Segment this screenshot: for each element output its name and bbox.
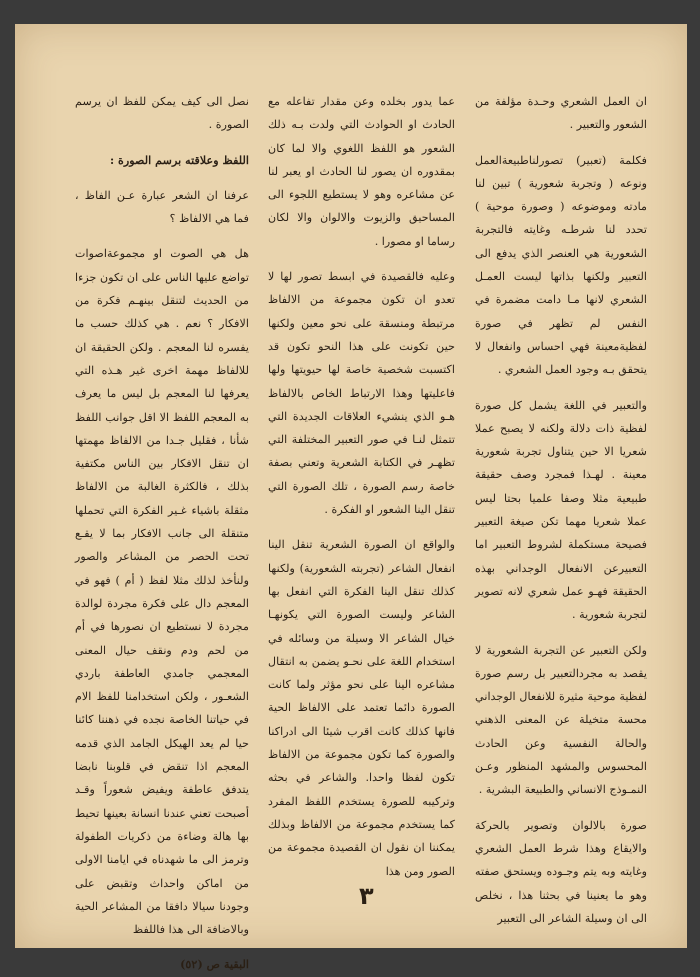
paragraph: عما يدور بخلده وعن مقدار تفاعله مع الحادث او الحوادث التي ولدت بـه ذلك الشعور هو اللفظ اللغوي والا لما كان بمقدوره ان يصور لنا الحادث او يعبر لنا عن مشاعره وهو لا يستطيع اللجوء الى المساحيق والزيوت والالوان والا لكان رساما او مصورا . bbox=[268, 95, 455, 248]
paragraph: ان العمل الشعري وحـدة مؤلفة من الشعور والتعبير . bbox=[475, 95, 647, 132]
column-left bbox=[75, 90, 249, 977]
paragraph: ولكن التعبير عن التجربة الشعورية لا يقصد به مجردالتعبير بل رسم صورة لفظية موحية مثيرة للانفعال الوجداني محسة متخيلة عن المعنى الذهني والحالة النفسية وعن الحادث المحسوس والمشهد المنظور وعـن النمـوذج الانساني والطبيعة البشرية . bbox=[475, 643, 647, 797]
paragraph: هل هي الصوت او مجموعةاصوات تواضع عليها الناس على ان تكون جزءا من الحديث لتنقل بينهـم فكرة من الافكار ؟ نعم . هي كذلك حسب ما يفسره لنا المعجم . ولكن الحقيقة ان للالفاظ مهمة اخرى غير هـذه التي يعرفها لنا المعجم بل ليس ما يعرف به المعجم اللفظ الا اقل جوانب اللفظ شأنا ، فقليل جـدا من الالفاظ مهمتها ان تنقل الافكار بين الناس مكتفية بذلك ، فالكثرة الغالبة من الالفاظ مثقلة باشياء غـير الفكرة التي تحملها متنقلة الى جانب الافكار بما لا يقـع تحت الحصر من المشاعر والصور ولنأخذ لذلك مثلا لفظ ( أم ) فهو في المعجم دال على فكرة مجردة لوالدة مجردة لا نستطيع ان نصورها في أم من لحم ودم ونقف حيال المعنى المعجمي جامدي العاطفة باردي الشعـور ، ولكن استخدامنا للفظ الام في حياتنا الخاصة نجده في ذهننا كائنا حيا لم يعد الهيكل الجامد الذي قدمه المعجم اذا تنقض في قلوبنا نابضا يتدفق عاطفة ويفيض شعوراً وقـد أصبحت تعني عندنا انسانة بعينها تحيط بها هالة وضاءة من ذكريات الطفولة وترمز الى ما شهدناه في ايامنا الاولى من اماكن واحداث وتقبض على وجودنا سيالا دافقا من المشاعر الحية وبالاضافة الى هذا فاللفظ bbox=[75, 247, 249, 937]
paragraph: نصل الى كيف يمكن للفظ ان يرسم الصورة . bbox=[75, 95, 249, 132]
section-heading: اللفظ وعلاقته برسم الصورة : bbox=[109, 152, 249, 167]
column-right bbox=[475, 90, 647, 942]
paragraph: والتعبير في اللغة يشمل كل صورة لفظية ذات دلالة ولكنه لا يصبح عملا شعريا الا حين يتناول تجربة شعورية معينة . لهـذا فمجرد وصف حقيقة طبيعية مثلا وصفا علميا بحتا ليس عملا شعريا مهما تكن صيغة التعبير فصيحة مستكملة لشروط التعبير اما التعبيرعن الانفعال الوجداني بهذه الحقيقة فهـو عمل شعري لانه تصوير لتجربة شعورية . bbox=[475, 398, 647, 622]
paragraph: والواقع ان الصورة الشعرية تنقل الينا انفعال الشاعر (تجربته الشعورية) ولكنها كذلك تنقل الينا الفكرة التي انفعل بها الشاعر وليست الصورة التي يكونهـا خيال الشاعر الا وسيلة من وسائله في استخدام اللغة على نحـو يضمن به انتقال مشاعره الينا على نحو مؤثر ولما كانت الصورة دائما تعتمد على الالفاظ الحية فانها كذلك كانت اقرب شيئا الى ادراكنا والصورة كما تكون مجموعة من الالفاظ تكون لفظا واحدا. والشاعر في بحثه وتركيبه للصورة يستخدم اللفظ المفرد كما يستخدم مجموعة من الالفاظ وبذلك يمكننا ان نقول ان القصيدة مجموعة من الصور ومن هذا bbox=[268, 538, 455, 878]
paragraph: صورة بالالوان وتصوير بالحركة والايقاع وهذا شرط العمل الشعري وغايته وبه يتم وجـوده ويستحق صفته وهو ما يعنينا في بحثنا هذا ، نخلص الى ان وسيلة الشاعر الى التعبير bbox=[475, 818, 647, 925]
page-number: ٣ bbox=[359, 882, 374, 910]
paragraph: فكلمة (تعبير) تصورلناطبيعةالعمل ونوعه ( وتجربة شعورية ) تبين لنا مادته وموضوعه ( وصورة موحية ) تحدد لنا شرطـه وغايته فالتجربة الشعورية هي العنصر الذي يدفع الى التعبير ولكنها بذاتها ليست العمـل الشعري لانها مـا دامت مضمرة في النفس لم تظهر في صورة لفظيةمعينة فهي احساس وانفعال لا يتحقق بـه وجود العمل الشعري . bbox=[475, 153, 647, 377]
paragraph: وعليه فالقصيدة في ابسط تصور لها لا تعدو ان تكون مجموعة من الالفاظ مرتبطة ومنسقة على نحو معين ولكنها حين تكونت على هذا النحو تكون قد اكتسبت شخصية خاصة لها حيويتها ولها فاعليتها وهذا الارتباط الخاص بالالفاظ هـو الذي ينشيء العلاقات الجديدة التي تتمثل لنـا في صور التعبير المختلفة التي تظهـر في الكتابة الشعرية وتعني بصفة خاصة رسم الصورة ، تلك الصورة التي تنقل الينا الشعور او الفكرة . bbox=[268, 270, 455, 517]
continuation-note: البقية ص (٥٢) bbox=[180, 957, 249, 972]
paragraph: عرفنا ان الشعر عبارة عـن الفاظ ، فما هي الالفاظ ؟ bbox=[75, 188, 249, 226]
magazine-page bbox=[15, 24, 687, 972]
column-middle bbox=[268, 90, 455, 895]
